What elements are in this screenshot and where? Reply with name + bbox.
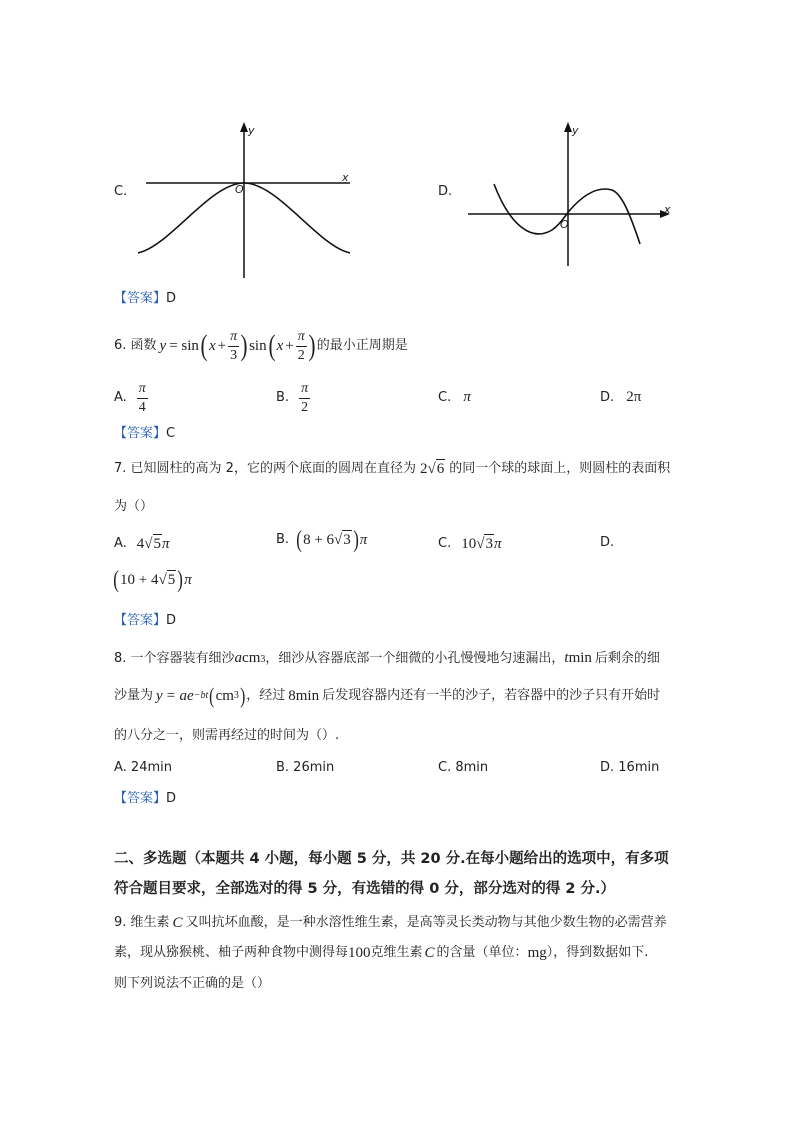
graph-d-y-arrow bbox=[564, 122, 572, 132]
q9-stem-line1: 9. 维生素 C 又叫抗坏血酸，是一种水溶性维生素，是高等灵长类动物与其他少数生物的必需营养 bbox=[114, 915, 667, 931]
option-c-label: C. bbox=[114, 184, 128, 199]
section-heading-line1: 二、多选题（本题共 4 小题，每小题 5 分，共 20 分.在每小题给出的选项中，有多项 bbox=[114, 851, 669, 867]
q6-math-sin: sin bbox=[249, 338, 267, 354]
q7-stem-line2: 为（） bbox=[114, 499, 154, 514]
q7-option-b: B. ( 8 + 6 √ 3 ) π bbox=[276, 526, 368, 553]
q9-stem-line3: 则下列说法不正确的是（） bbox=[114, 976, 271, 991]
q8-option-d: D. 16min bbox=[600, 760, 660, 775]
q6-plus1: + bbox=[217, 338, 227, 354]
graph-c-x-label: x bbox=[342, 171, 349, 184]
graph-d-y-label: y bbox=[572, 124, 579, 137]
graph-d-origin: O bbox=[560, 218, 569, 231]
q6-suffix: 的最小正周期是 bbox=[316, 338, 408, 353]
q7-answer: 【答案】D bbox=[114, 613, 177, 628]
graph-d bbox=[462, 118, 682, 273]
answer-tag: 【答案】 bbox=[114, 291, 167, 306]
q6-frac-2: $\frac{\pi}{2}$ bbox=[297, 328, 305, 363]
graph-c-y-label: y bbox=[248, 124, 255, 137]
q7-stem-line1: 7. 已知圆柱的高为 2，它的两个底面的圆周在直径为 2 √ 6 的同一个球的球面上，则圆柱的表面积 bbox=[114, 460, 671, 477]
q6-option-a: A. $\frac{\pi}{4}$ bbox=[114, 380, 146, 415]
q8-option-c: C. 8min bbox=[438, 760, 489, 775]
q8-answer: 【答案】D bbox=[114, 791, 177, 806]
option-d-label: D. bbox=[438, 184, 453, 199]
q7-option-c: C. 10 √ 3 π bbox=[438, 535, 502, 552]
q6-option-d: D. 2π bbox=[600, 389, 642, 405]
q6-math-x2: x bbox=[276, 338, 284, 354]
q8-option-b: B. 26min bbox=[276, 760, 335, 775]
graph-c-origin: O bbox=[235, 183, 244, 196]
q6-math-y: y bbox=[159, 338, 167, 354]
q8-stem-line1: 8. 一个容器装有细沙 a cm 3 ，细沙从容器底部一个细微的小孔慢慢地匀速漏出， t min 后剩余的细 bbox=[114, 650, 660, 666]
q6-plus2: + bbox=[285, 338, 294, 354]
q6-prefix: 6. 函数 bbox=[114, 338, 157, 353]
q6-option-b: B. $\frac{\pi}{2}$ bbox=[276, 380, 309, 415]
q6-math-eq: = sin bbox=[169, 338, 199, 354]
q8-stem-line3: 的八分之一，则需再经过的时间为（）. bbox=[114, 728, 340, 743]
q8-option-a: A. 24min bbox=[114, 760, 172, 775]
answer-value: D bbox=[166, 291, 177, 306]
q6-math-x1: x bbox=[208, 338, 216, 354]
q6-stem: 6. 函数 y = sin ( x + $\frac{\pi}{3}$ ) sin ( x + $\frac{\pi}{2}$ ) 的最小正周期是 bbox=[114, 328, 408, 363]
q6-frac-1: $\frac{\pi}{3}$ bbox=[230, 328, 238, 363]
q7-option-d: ( 10 + 4 √ 5 ) π bbox=[113, 566, 192, 593]
graph-d-x-label: x bbox=[664, 203, 671, 216]
graph-c-y-arrow bbox=[240, 122, 248, 132]
q6-option-c: C. π bbox=[438, 389, 471, 405]
q6-answer: 【答案】C bbox=[114, 426, 176, 441]
graph-c bbox=[130, 118, 360, 283]
q7-option-a: A. 4 √ 5 π bbox=[114, 535, 170, 552]
q8-stem-line2: 沙量为 y = ae −bt ( cm 3 ) ，经过 8min 后发现容器内还有一半的沙子，若容器中的沙子只有开始时 bbox=[114, 683, 661, 708]
q9-stem-line2: 素，现从猕猴桃、柚子两种食物中测得每 100 克维生素 C 的含量（单位： mg ），得到数据如下. bbox=[114, 945, 649, 961]
section-heading-line2: 符合题目要求，全部选对的得 5 分，有选错的得 0 分，部分选对的得 2 分.） bbox=[114, 881, 616, 897]
q5-answer bbox=[114, 290, 176, 308]
q7-option-d-label: D. bbox=[600, 535, 615, 550]
